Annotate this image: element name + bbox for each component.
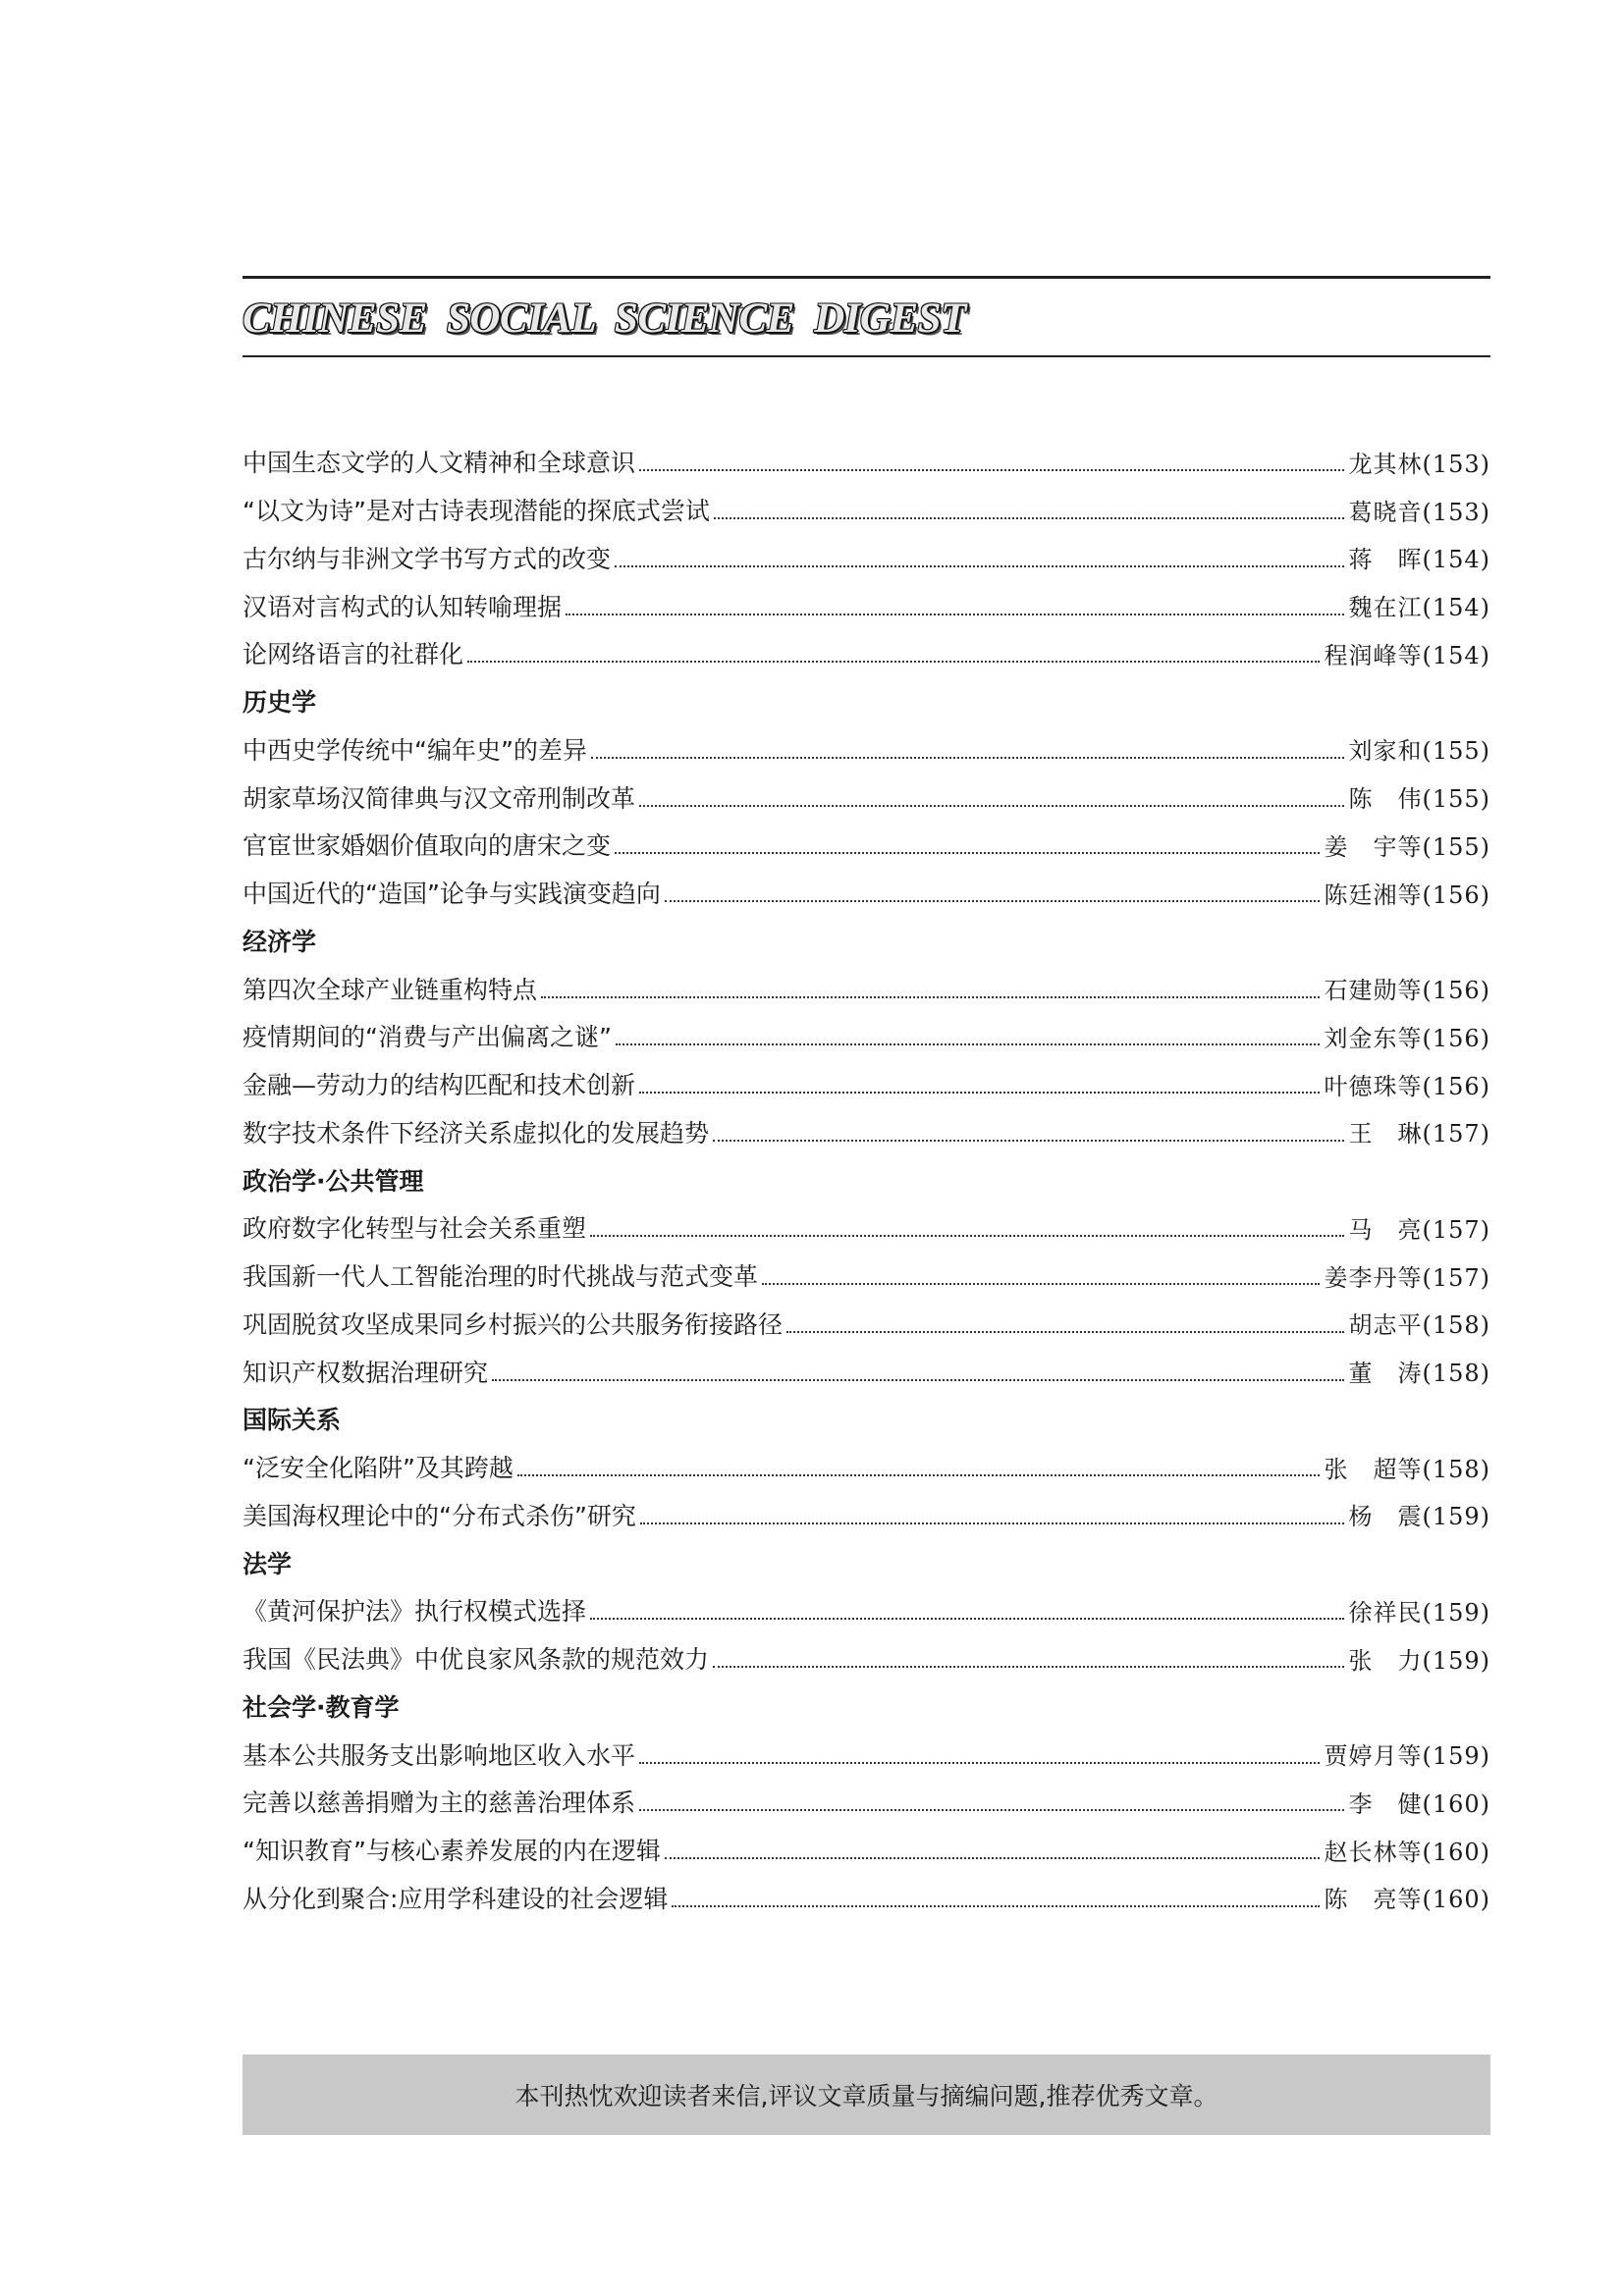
journal-masthead: CHINESE SOCIAL SCIENCE DIGEST [243, 295, 966, 342]
table-of-contents [243, 438, 1490, 1921]
dotted-leader [714, 517, 1345, 519]
masthead-top-rule [243, 276, 1490, 279]
section-heading-row [243, 1395, 1490, 1443]
dotted-leader [616, 1043, 1321, 1045]
dotted-leader [590, 1235, 1344, 1237]
article-title[interactable]: 我国《民法典》中优良家风条款的规范效力 [243, 1645, 710, 1675]
dotted-leader [590, 1618, 1344, 1620]
article-title[interactable]: 从分化到聚合:应用学科建设的社会逻辑 [243, 1884, 669, 1913]
article-title[interactable]: 我国新一代人工智能治理的时代挑战与范式变革 [243, 1262, 759, 1292]
dotted-leader [615, 852, 1320, 854]
author-page-ref: 陈 亮等(160) [1324, 1886, 1490, 1914]
article-title[interactable]: 中国近代的“造国”论争与实践演变趋向 [243, 880, 661, 909]
dotted-leader [672, 1905, 1320, 1907]
dotted-leader [541, 996, 1320, 998]
author-page-ref: 叶德珠等(156) [1324, 1072, 1490, 1100]
section-heading-row [243, 1682, 1490, 1731]
section-heading: 政治学·公共管理 [243, 1166, 424, 1196]
dotted-leader [665, 1857, 1321, 1859]
dotted-leader [639, 1762, 1320, 1764]
author-page-ref: 马 亮(157) [1348, 1215, 1490, 1244]
dotted-leader [786, 1331, 1344, 1333]
section-heading-row [243, 1155, 1490, 1203]
dotted-leader [762, 1283, 1320, 1285]
article-title[interactable]: 胡家草场汉简律典与汉文帝刑制改革 [243, 783, 636, 813]
section-heading-row [243, 677, 1490, 725]
article-title[interactable]: 中国生态文学的人文精神和全球意识 [243, 449, 636, 478]
dotted-leader [639, 1809, 1344, 1811]
author-page-ref: 姜 宇等(155) [1324, 832, 1490, 861]
article-title[interactable]: 基本公共服务支出影响地区收入水平 [243, 1740, 636, 1770]
article-title[interactable]: “泛安全化陷阱”及其跨越 [243, 1454, 514, 1483]
toc-entry[interactable] [243, 1060, 1490, 1108]
article-title[interactable]: 金融—劳动力的结构匹配和技术创新 [243, 1071, 636, 1100]
author-page-ref: 李 健(160) [1348, 1789, 1490, 1818]
author-page-ref: 杨 震(159) [1348, 1503, 1490, 1531]
toc-entry[interactable] [243, 581, 1490, 629]
author-page-ref: 魏在江(154) [1348, 594, 1490, 622]
author-page-ref: 姜李丹等(157) [1324, 1263, 1490, 1292]
dotted-leader [640, 1522, 1345, 1524]
toc-entry[interactable] [243, 534, 1490, 582]
toc-entry[interactable] [243, 629, 1490, 677]
article-title[interactable]: 知识产权数据治理研究 [243, 1358, 489, 1387]
toc-entry[interactable] [243, 1347, 1490, 1395]
article-title[interactable]: “知识教育”与核心素养发展的内在逻辑 [243, 1837, 661, 1866]
toc-entry[interactable] [243, 1634, 1490, 1682]
toc-entry[interactable] [243, 1203, 1490, 1252]
author-page-ref: 石建勋等(156) [1324, 977, 1490, 1005]
section-heading: 国际关系 [243, 1406, 342, 1435]
toc-entry[interactable] [243, 1730, 1490, 1778]
author-page-ref: 胡志平(158) [1348, 1311, 1490, 1340]
dotted-leader [665, 900, 1321, 902]
article-title[interactable]: 汉语对言构式的认知转喻理据 [243, 592, 563, 621]
article-title[interactable]: 官宦世家婚姻价值取向的唐宋之变 [243, 831, 612, 861]
author-page-ref: 董 涛(158) [1348, 1360, 1490, 1388]
author-page-ref: 葛晓音(153) [1348, 498, 1490, 526]
author-page-ref: 张 超等(158) [1324, 1455, 1490, 1483]
section-heading: 社会学·教育学 [243, 1692, 400, 1722]
dotted-leader [517, 1474, 1321, 1476]
article-title[interactable]: 巩固脱贫攻坚成果同乡村振兴的公共服务衔接路径 [243, 1309, 784, 1339]
author-page-ref: 赵长林等(160) [1324, 1838, 1490, 1866]
author-page-ref: 程润峰等(154) [1324, 641, 1490, 669]
toc-entry[interactable] [243, 725, 1490, 774]
toc-entry[interactable] [243, 1252, 1490, 1300]
article-title[interactable]: 数字技术条件下经济关系虚拟化的发展趋势 [243, 1118, 710, 1148]
author-page-ref: 刘金东等(156) [1324, 1024, 1490, 1052]
dotted-leader [639, 1092, 1320, 1094]
author-page-ref: 王 琳(157) [1348, 1120, 1490, 1148]
dotted-leader [713, 1666, 1344, 1668]
toc-entry[interactable] [243, 1826, 1490, 1874]
dotted-leader [639, 469, 1344, 471]
toc-entry[interactable] [243, 1012, 1490, 1060]
author-page-ref: 贾婷月等(159) [1324, 1742, 1490, 1771]
article-title[interactable]: 第四次全球产业链重构特点 [243, 975, 538, 1004]
toc-entry[interactable] [243, 486, 1490, 534]
masthead-bottom-rule [243, 355, 1490, 357]
toc-entry[interactable] [243, 1300, 1490, 1348]
section-heading-row [243, 917, 1490, 965]
section-heading: 历史学 [243, 688, 317, 718]
toc-entry[interactable] [243, 438, 1490, 486]
article-title[interactable]: 完善以慈善捐赠为主的慈善治理体系 [243, 1789, 636, 1818]
article-title[interactable]: 论网络语言的社群化 [243, 640, 464, 669]
author-page-ref: 陈廷湘等(156) [1324, 881, 1490, 909]
section-heading: 法学 [243, 1549, 293, 1578]
dotted-leader [591, 757, 1345, 759]
toc-entry[interactable] [243, 1778, 1490, 1826]
dotted-leader [492, 1379, 1344, 1381]
section-heading: 经济学 [243, 927, 317, 956]
toc-entry[interactable] [243, 773, 1490, 821]
section-heading-row [243, 1538, 1490, 1586]
toc-entry[interactable] [243, 1108, 1490, 1156]
article-title[interactable]: 疫情期间的“消费与产出偏离之谜” [243, 1023, 612, 1052]
author-page-ref: 龙其林(153) [1348, 450, 1490, 478]
author-page-ref: 蒋 晖(154) [1348, 546, 1490, 574]
article-title[interactable]: 古尔纳与非洲文学书写方式的改变 [243, 544, 612, 573]
dotted-leader [566, 614, 1344, 615]
article-title[interactable]: 中西史学传统中“编年史”的差异 [243, 735, 587, 765]
article-title[interactable]: 美国海权理论中的“分布式杀伤”研究 [243, 1501, 636, 1530]
toc-entry[interactable] [243, 1874, 1490, 1922]
article-title[interactable]: “以文为诗”是对古诗表现潜能的探底式尝试 [243, 497, 710, 526]
dotted-leader [615, 565, 1344, 567]
toc-entry[interactable] [243, 1586, 1490, 1634]
reader-notice-banner: 本刊热忱欢迎读者来信,评议文章质量与摘编问题,推荐优秀文章。 [243, 2055, 1490, 2135]
toc-entry[interactable] [243, 1491, 1490, 1539]
toc-entry[interactable] [243, 964, 1490, 1012]
article-title[interactable]: 《黄河保护法》执行权模式选择 [243, 1597, 587, 1627]
toc-entry[interactable] [243, 869, 1490, 917]
author-page-ref: 张 力(159) [1348, 1646, 1490, 1675]
article-title[interactable]: 政府数字化转型与社会关系重塑 [243, 1214, 587, 1244]
toc-entry[interactable] [243, 1443, 1490, 1491]
dotted-leader [639, 805, 1344, 807]
author-page-ref: 刘家和(155) [1348, 737, 1490, 766]
author-page-ref: 陈 伟(155) [1348, 785, 1490, 814]
toc-entry[interactable] [243, 821, 1490, 869]
dotted-leader [713, 1140, 1344, 1142]
author-page-ref: 徐祥民(159) [1348, 1598, 1490, 1627]
dotted-leader [467, 661, 1320, 663]
